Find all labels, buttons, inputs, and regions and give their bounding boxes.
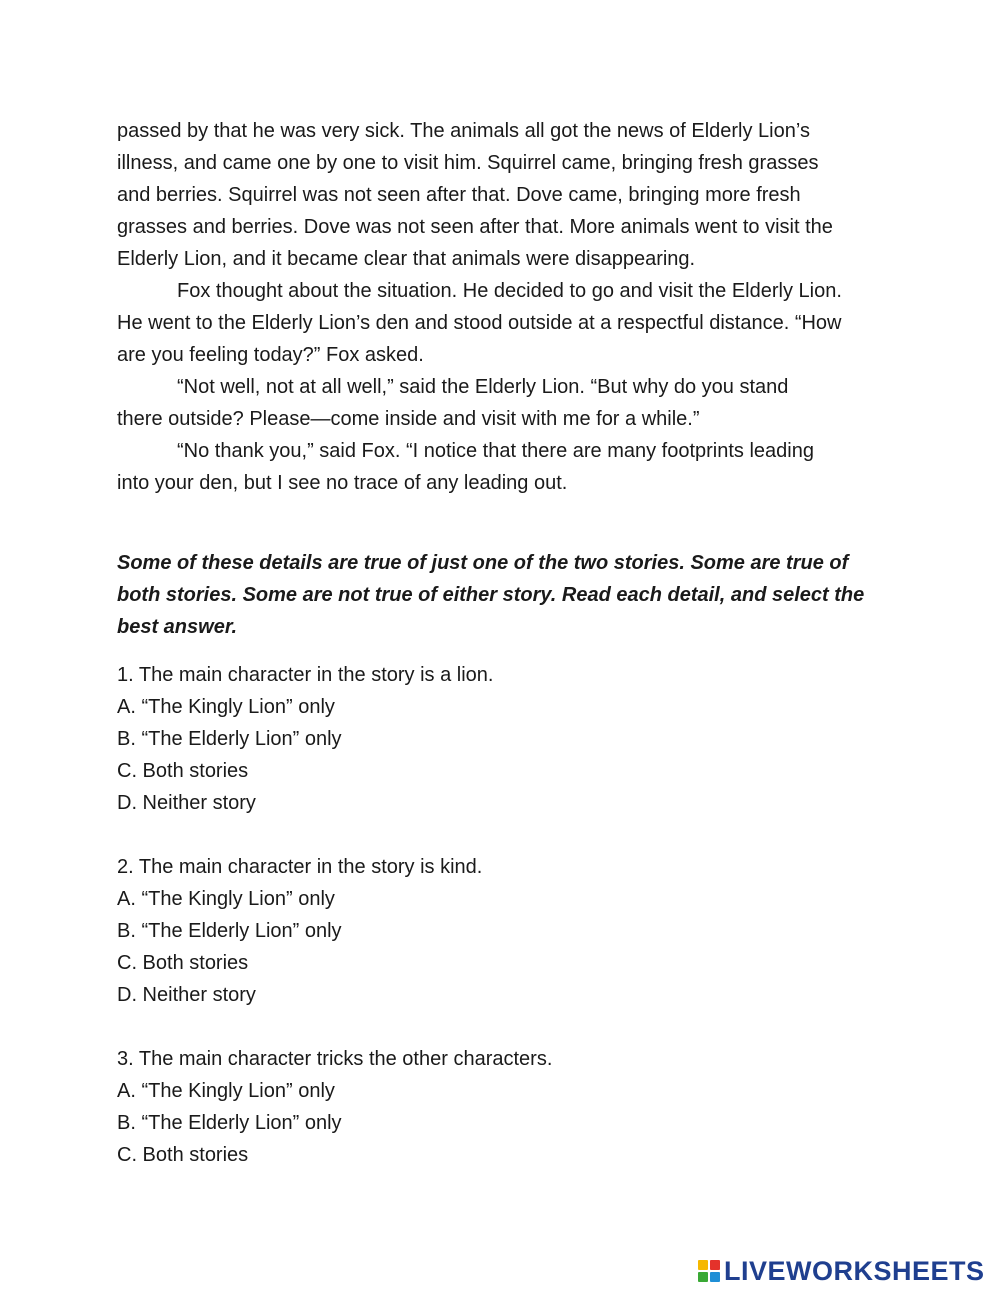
question-2 [117,851,887,1011]
logo-blocks-icon [698,1260,720,1282]
answer-option[interactable]: A. “The Kingly Lion” only [117,888,335,910]
passage-line: passed by that he was very sick. The animals all got the news of Elderly Lion’s [117,120,810,142]
question-prompt: 1. The main character in the story is a lion. [117,664,494,686]
instructions [117,547,887,643]
answer-option[interactable]: C. Both stories [117,952,249,974]
instructions-line: Some of these details are true of just one of the two stories. Some are true of [117,552,849,574]
worksheet-page [117,115,887,1171]
question-1 [117,659,887,819]
answer-option[interactable]: B. “The Elderly Lion” only [117,920,342,942]
passage-line: there outside? Please—come inside and visit with me for a while.” [117,408,700,430]
logo-block [698,1272,708,1282]
answer-option[interactable]: C. Both stories [117,1144,249,1166]
passage-line: “No thank you,” said Fox. “I notice that there are many footprints leading [177,440,814,462]
answer-option[interactable]: D. Neither story [117,792,256,814]
answer-option[interactable]: B. “The Elderly Lion” only [117,1112,342,1134]
question-prompt: 2. The main character in the story is kind. [117,856,483,878]
instructions-line: best answer. [117,616,238,638]
answer-option[interactable]: D. Neither story [117,984,256,1006]
passage-line: into your den, but I see no trace of any leading out. [117,472,568,494]
logo-text: LIVEWORKSHEETS [724,1255,985,1286]
passage-line: “Not well, not at all well,” said the Elderly Lion. “But why do you stand [177,376,789,398]
passage-line: are you feeling today?” Fox asked. [117,344,424,366]
instructions-line: both stories. Some are not true of either story. Read each detail, and select the [117,584,865,606]
answer-option[interactable]: A. “The Kingly Lion” only [117,1080,335,1102]
liveworksheets-logo [698,1254,985,1288]
logo-block [710,1272,720,1282]
passage [117,115,887,499]
logo-block [698,1260,708,1270]
passage-line: and berries. Squirrel was not seen after that. Dove came, bringing more fresh [117,184,801,206]
answer-option[interactable]: B. “The Elderly Lion” only [117,728,342,750]
question-3 [117,1043,887,1171]
passage-line: grasses and berries. Dove was not seen after that. More animals went to visit the [117,216,833,238]
answer-option[interactable]: C. Both stories [117,760,249,782]
passage-line: He went to the Elderly Lion’s den and stood outside at a respectful distance. “How [117,312,842,334]
passage-line: illness, and came one by one to visit him. Squirrel came, bringing fresh grasses [117,152,819,174]
passage-line: Fox thought about the situation. He decided to go and visit the Elderly Lion. [177,280,842,302]
question-prompt: 3. The main character tricks the other characters. [117,1048,553,1070]
answer-option[interactable]: A. “The Kingly Lion” only [117,696,335,718]
passage-line: Elderly Lion, and it became clear that animals were disappearing. [117,248,696,270]
logo-block [710,1260,720,1270]
